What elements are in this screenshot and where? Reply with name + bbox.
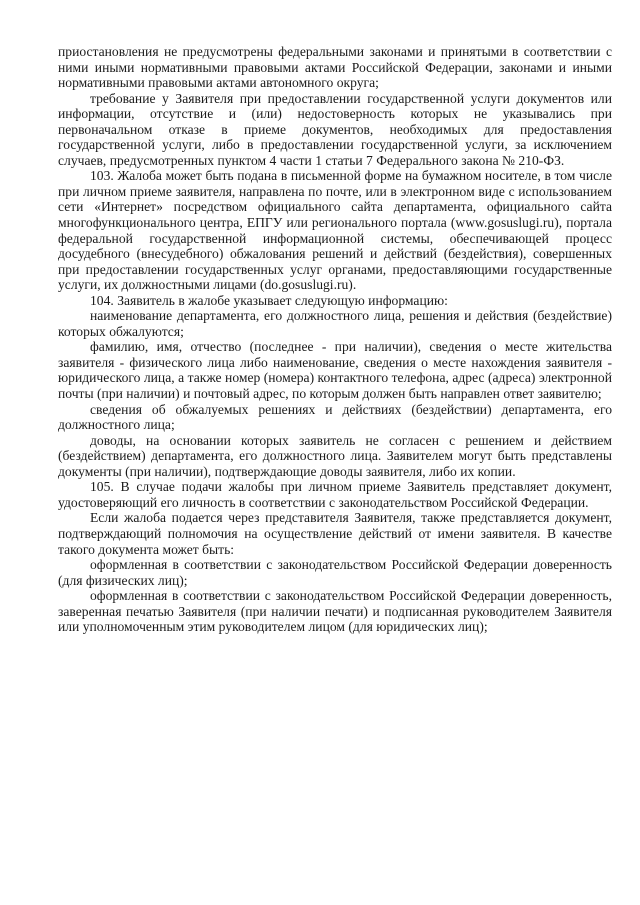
paragraph-appealed-decisions: сведения об обжалуемых решениях и действиях (бездействии) департамента, его должностного лица; xyxy=(58,401,612,433)
paragraph-representative: Если жалоба подается через представителя Заявителя, также представляется документ, подтверждающий полномочия на осуществление действий от имени заявителя. В качестве такого документа может быть: xyxy=(58,510,612,557)
paragraph-legal-entities-power-of-attorney: оформленная в соответствии с законодательством Российской Федерации доверенность, заверенная печатью Заявителя (при наличии печати) и подписанная руководителем Заявителя или уполномоченным этим руководителем лицом (для юридических лиц); xyxy=(58,588,612,635)
paragraph-individuals-power-of-attorney: оформленная в соответствии с законодательством Российской Федерации доверенность (для физических лиц); xyxy=(58,557,612,588)
document-page xyxy=(58,44,612,635)
paragraph-suspension-grounds: приостановления не предусмотрены федеральными законами и принятыми в соответствии с ними иными нормативными правовыми актами Российской Федерации, законами и иными нормативными правовыми актами автономного округа; xyxy=(58,44,612,91)
paragraph-arguments: доводы, на основании которых заявитель не согласен с решением и действием (бездействием) департамента, его должностного лица. Заявителем могут быть представлены документы (при наличии), подтверждающие доводы заявителя, либо их копии. xyxy=(58,432,612,479)
paragraph-105-personal-reception: 105. В случае подачи жалобы при личном приеме Заявитель представляет документ, удостоверяющий его личность в соответствии с законодательством Российской Федерации. xyxy=(58,479,612,510)
paragraph-103-submission: 103. Жалоба может быть подана в письменной форме на бумажном носителе, в том числе при личном приеме заявителя, направлена по почте, или в электронном виде с использованием сети «Интернет» посредством официального сайта департамента, официального сайта многофункционального центра, ЕПГУ или регионального портала (www.gosuslugi.ru), портала федеральной государственной информационной системы, обеспечивающей процесс досудебного (внесудебного) обжалования решений и действий (бездействия), совершенных при предоставлении государственных услуг органами, предоставляющими государственные услуги, их должностными лицами (do.gosuslugi.ru). xyxy=(58,168,612,293)
paragraph-applicant-details: фамилию, имя, отчество (последнее - при наличии), сведения о месте жительства заявителя - физического лица либо наименование, сведения о месте нахождения заявителя - юридического лица, а также номер (номера) контактного телефона, адрес (адреса) электронной почты (при наличии) и почтовый адрес, по которым должен быть направлен ответ заявителю; xyxy=(58,339,612,402)
paragraph-document-requirement: требование у Заявителя при предоставлении государственной услуги документов или информации, отсутствие и (или) недостоверность которых не указывались при первоначальном отказе в приеме документов, необходимых для предоставления государственной услуги, либо в предоставлении государственной услуги, за исключением случаев, предусмотренных пунктом 4 части 1 статьи 7 Федерального закона № 210-ФЗ. xyxy=(58,90,612,168)
paragraph-104-heading: 104. Заявитель в жалобе указывает следующую информацию: xyxy=(90,292,448,308)
paragraph-department-name: наименование департамента, его должностного лица, решения и действия (бездействие) которых обжалуются; xyxy=(58,308,612,339)
